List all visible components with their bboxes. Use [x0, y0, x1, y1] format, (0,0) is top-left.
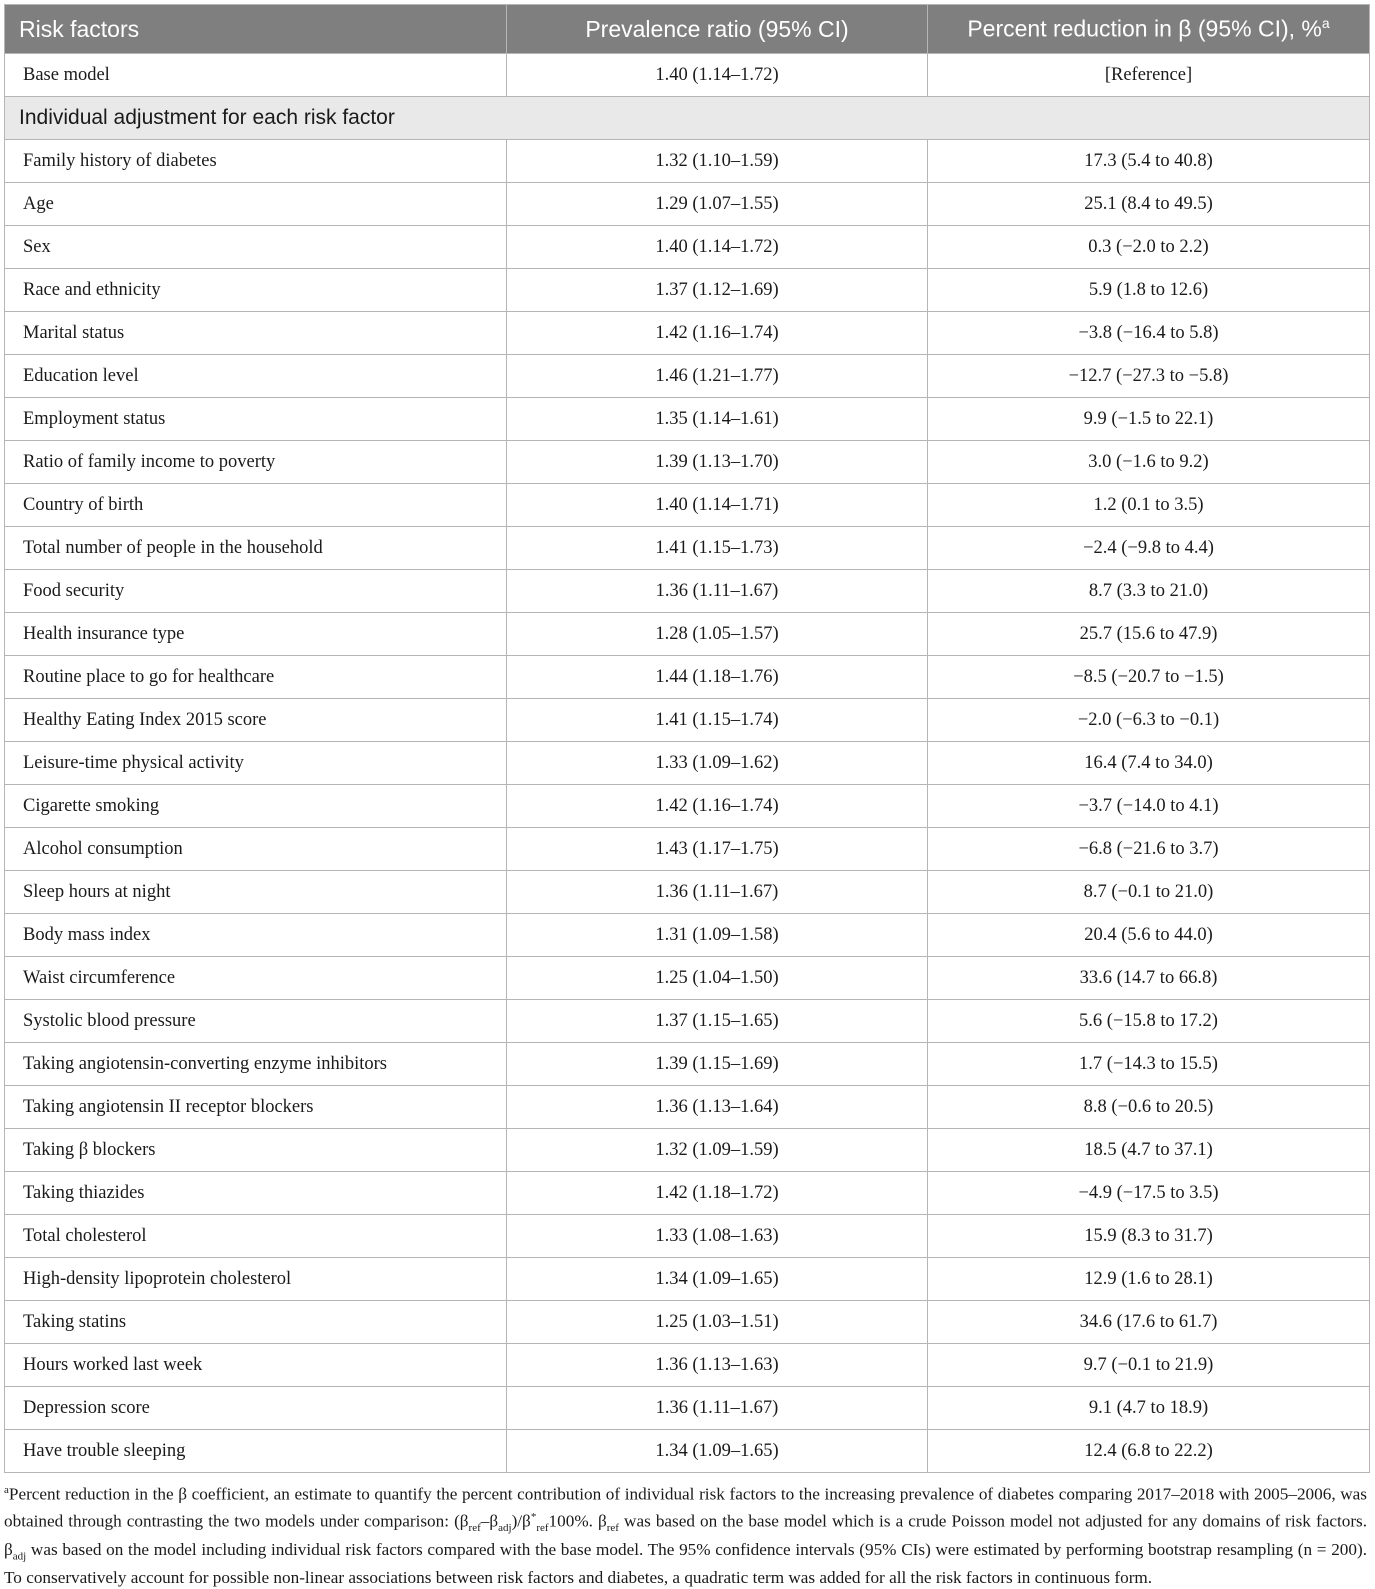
risk-factor-cell: Age: [5, 183, 507, 226]
risk-factor-cell: Marital status: [5, 312, 507, 355]
risk-factor-cell: Waist circumference: [5, 957, 507, 1000]
prevalence-ratio-cell: 1.40 (1.14–1.71): [507, 484, 928, 527]
percent-reduction-cell: 33.6 (14.7 to 66.8): [928, 957, 1370, 1000]
prevalence-ratio-cell: 1.46 (1.21–1.77): [507, 355, 928, 398]
base-model-reduction: [Reference]: [928, 54, 1370, 97]
risk-factor-cell: Sex: [5, 226, 507, 269]
table-row: [5, 828, 1370, 871]
table-row: [5, 1301, 1370, 1344]
table-container: [4, 4, 1369, 1589]
table-row: [5, 1000, 1370, 1043]
table-row: [5, 742, 1370, 785]
percent-reduction-cell: −3.7 (−14.0 to 4.1): [928, 785, 1370, 828]
prevalence-ratio-cell: 1.29 (1.07–1.55): [507, 183, 928, 226]
prevalence-ratio-cell: 1.41 (1.15–1.73): [507, 527, 928, 570]
percent-reduction-cell: 8.8 (−0.6 to 20.5): [928, 1086, 1370, 1129]
footnote-sup-star: *: [530, 1510, 537, 1523]
table-row: [5, 1129, 1370, 1172]
risk-factor-cell: Race and ethnicity: [5, 269, 507, 312]
prevalence-ratio-cell: 1.41 (1.15–1.74): [507, 699, 928, 742]
percent-reduction-cell: −12.7 (−27.3 to −5.8): [928, 355, 1370, 398]
percent-reduction-cell: 25.1 (8.4 to 49.5): [928, 183, 1370, 226]
table-row: [5, 699, 1370, 742]
header-percent-reduction: [928, 5, 1370, 54]
prevalence-ratio-cell: 1.42 (1.16–1.74): [507, 785, 928, 828]
percent-reduction-cell: 3.0 (−1.6 to 9.2): [928, 441, 1370, 484]
footnote-text-3: was based on the base model which is a crude Poisson model not adjusted for any domains of risk factors. β: [4, 1511, 1368, 1559]
prevalence-ratio-cell: 1.34 (1.09–1.65): [507, 1258, 928, 1301]
percent-reduction-cell: −4.9 (−17.5 to 3.5): [928, 1172, 1370, 1215]
prevalence-ratio-cell: 1.25 (1.03–1.51): [507, 1301, 928, 1344]
table-row: [5, 355, 1370, 398]
percent-reduction-cell: 9.9 (−1.5 to 22.1): [928, 398, 1370, 441]
table-row: [5, 1172, 1370, 1215]
risk-factor-cell: Education level: [5, 355, 507, 398]
footnote-mark: a: [4, 1484, 9, 1496]
prevalence-ratio-cell: 1.42 (1.16–1.74): [507, 312, 928, 355]
risk-factor-cell: Ratio of family income to poverty: [5, 441, 507, 484]
percent-reduction-cell: 9.7 (−0.1 to 21.9): [928, 1344, 1370, 1387]
risk-factor-cell: Cigarette smoking: [5, 785, 507, 828]
percent-reduction-cell: −3.8 (−16.4 to 5.8): [928, 312, 1370, 355]
risk-factor-cell: Country of birth: [5, 484, 507, 527]
prevalence-ratio-cell: 1.32 (1.09–1.59): [507, 1129, 928, 1172]
prevalence-ratio-cell: 1.36 (1.13–1.63): [507, 1344, 928, 1387]
risk-factor-cell: Taking statins: [5, 1301, 507, 1344]
footnote-text-2: 100%. β: [548, 1511, 607, 1531]
risk-factor-cell: Employment status: [5, 398, 507, 441]
percent-reduction-cell: 5.6 (−15.8 to 17.2): [928, 1000, 1370, 1043]
percent-reduction-cell: 8.7 (3.3 to 21.0): [928, 570, 1370, 613]
risk-factor-cell: Routine place to go for healthcare: [5, 656, 507, 699]
risk-factor-cell: High-density lipoprotein cholesterol: [5, 1258, 507, 1301]
table-row: [5, 140, 1370, 183]
prevalence-ratio-cell: 1.40 (1.14–1.72): [507, 226, 928, 269]
table-row: [5, 312, 1370, 355]
base-model-factor: Base model: [5, 54, 507, 97]
table-row: [5, 183, 1370, 226]
base-model-row: [5, 54, 1370, 97]
percent-reduction-cell: 1.2 (0.1 to 3.5): [928, 484, 1370, 527]
table-row: [5, 398, 1370, 441]
table-row: [5, 1258, 1370, 1301]
prevalence-ratio-cell: 1.33 (1.08–1.63): [507, 1215, 928, 1258]
base-model-pr: 1.40 (1.14–1.72): [507, 54, 928, 97]
percent-reduction-cell: −6.8 (−21.6 to 3.7): [928, 828, 1370, 871]
risk-factor-cell: Taking β blockers: [5, 1129, 507, 1172]
percent-reduction-cell: 12.9 (1.6 to 28.1): [928, 1258, 1370, 1301]
table-row: [5, 1043, 1370, 1086]
risk-factor-cell: Leisure-time physical activity: [5, 742, 507, 785]
footnote-text-1: Percent reduction in the β coefficient, an estimate to quantify the percent contribution of individual risk factors to the increasing prevalence of diabetes comparing 2017–2018 with 2005–2006, was obtained through contrasting the two models under comparison: (β: [4, 1484, 1367, 1531]
risk-factor-cell: Systolic blood pressure: [5, 1000, 507, 1043]
percent-reduction-cell: −2.4 (−9.8 to 4.4): [928, 527, 1370, 570]
footnote-sub-ref-3: ref: [606, 1521, 619, 1534]
risk-factor-cell: Taking angiotensin-converting enzyme inhibitors: [5, 1043, 507, 1086]
percent-reduction-cell: 0.3 (−2.0 to 2.2): [928, 226, 1370, 269]
table-row: [5, 914, 1370, 957]
prevalence-ratio-cell: 1.43 (1.17–1.75): [507, 828, 928, 871]
footnote-slash-beta: )/β: [511, 1511, 531, 1531]
table-footnote: [4, 1479, 1369, 1589]
percent-reduction-cell: 12.4 (6.8 to 22.2): [928, 1430, 1370, 1473]
risk-factor-cell: Sleep hours at night: [5, 871, 507, 914]
table-row: [5, 613, 1370, 656]
risk-factor-cell: Total number of people in the household: [5, 527, 507, 570]
risk-factor-cell: Depression score: [5, 1387, 507, 1430]
percent-reduction-cell: 15.9 (8.3 to 31.7): [928, 1215, 1370, 1258]
percent-reduction-cell: 9.1 (4.7 to 18.9): [928, 1387, 1370, 1430]
prevalence-ratio-cell: 1.37 (1.15–1.65): [507, 1000, 928, 1043]
table-row: [5, 527, 1370, 570]
table-row: [5, 441, 1370, 484]
risk-factor-cell: Health insurance type: [5, 613, 507, 656]
percent-reduction-cell: 18.5 (4.7 to 37.1): [928, 1129, 1370, 1172]
percent-reduction-cell: 5.9 (1.8 to 12.6): [928, 269, 1370, 312]
prevalence-ratio-cell: 1.36 (1.11–1.67): [507, 871, 928, 914]
table-row: [5, 1086, 1370, 1129]
risk-factor-cell: Taking thiazides: [5, 1172, 507, 1215]
prevalence-ratio-cell: 1.39 (1.15–1.69): [507, 1043, 928, 1086]
header-percent-reduction-label: Percent reduction in β (95% CI), %: [967, 15, 1322, 42]
footnote-text-4: was based on the model including individual risk factors compared with the base model. The 95% confidence intervals (95% CIs) were estimated by performing bootstrap resampling (n = 200). To conservatively account for possible non-linear associations between risk factors and diabetes, a quadratic term was added for all the risk factors in continuous form.: [4, 1539, 1367, 1588]
risk-factor-cell: Body mass index: [5, 914, 507, 957]
table-row: [5, 570, 1370, 613]
risk-factor-cell: Alcohol consumption: [5, 828, 507, 871]
prevalence-ratio-cell: 1.35 (1.14–1.61): [507, 398, 928, 441]
table-row: [5, 1215, 1370, 1258]
section-title: Individual adjustment for each risk factor: [5, 97, 1370, 140]
percent-reduction-cell: 25.7 (15.6 to 47.9): [928, 613, 1370, 656]
prevalence-ratio-cell: 1.37 (1.12–1.69): [507, 269, 928, 312]
percent-reduction-cell: 17.3 (5.4 to 40.8): [928, 140, 1370, 183]
footnote-sub-adj: adj: [498, 1521, 512, 1534]
table-row: [5, 1430, 1370, 1473]
table-row: [5, 871, 1370, 914]
prevalence-ratio-cell: 1.39 (1.13–1.70): [507, 441, 928, 484]
prevalence-ratio-cell: 1.33 (1.09–1.62): [507, 742, 928, 785]
risk-factor-cell: Hours worked last week: [5, 1344, 507, 1387]
footnote-sub-ref-2: ref: [536, 1521, 549, 1534]
risk-factor-cell: Total cholesterol: [5, 1215, 507, 1258]
percent-reduction-cell: 1.7 (−14.3 to 15.5): [928, 1043, 1370, 1086]
table-row: [5, 785, 1370, 828]
risk-factor-cell: Food security: [5, 570, 507, 613]
footnote-sub-ref: ref: [468, 1521, 481, 1534]
risk-factor-cell: Have trouble sleeping: [5, 1430, 507, 1473]
header-footnote-mark: a: [1321, 15, 1330, 32]
prevalence-ratio-cell: 1.28 (1.05–1.57): [507, 613, 928, 656]
percent-reduction-cell: 20.4 (5.6 to 44.0): [928, 914, 1370, 957]
risk-factor-cell: Healthy Eating Index 2015 score: [5, 699, 507, 742]
table-row: [5, 957, 1370, 1000]
percent-reduction-cell: −8.5 (−20.7 to −1.5): [928, 656, 1370, 699]
prevalence-ratio-cell: 1.36 (1.11–1.67): [507, 1387, 928, 1430]
section-row: [5, 97, 1370, 140]
prevalence-ratio-cell: 1.25 (1.04–1.50): [507, 957, 928, 1000]
risk-factor-table: [4, 4, 1370, 1473]
table-row: [5, 1387, 1370, 1430]
footnote-dash: –β: [480, 1511, 499, 1531]
table-row: [5, 484, 1370, 527]
table-row: [5, 656, 1370, 699]
risk-factor-cell: Family history of diabetes: [5, 140, 507, 183]
risk-factor-cell: Taking angiotensin II receptor blockers: [5, 1086, 507, 1129]
prevalence-ratio-cell: 1.32 (1.10–1.59): [507, 140, 928, 183]
percent-reduction-cell: 16.4 (7.4 to 34.0): [928, 742, 1370, 785]
table-row: [5, 226, 1370, 269]
prevalence-ratio-cell: 1.31 (1.09–1.58): [507, 914, 928, 957]
table-row: [5, 1344, 1370, 1387]
prevalence-ratio-cell: 1.42 (1.18–1.72): [507, 1172, 928, 1215]
percent-reduction-cell: 34.6 (17.6 to 61.7): [928, 1301, 1370, 1344]
table-row: [5, 269, 1370, 312]
percent-reduction-cell: −2.0 (−6.3 to −0.1): [928, 699, 1370, 742]
header-risk-factors: Risk factors: [5, 5, 507, 54]
footnote-sub-adj-2: adj: [12, 1550, 27, 1563]
prevalence-ratio-cell: 1.34 (1.09–1.65): [507, 1430, 928, 1473]
header-row: [5, 5, 1370, 54]
header-prevalence-ratio: Prevalence ratio (95% CI): [507, 5, 928, 54]
prevalence-ratio-cell: 1.36 (1.11–1.67): [507, 570, 928, 613]
prevalence-ratio-cell: 1.44 (1.18–1.76): [507, 656, 928, 699]
prevalence-ratio-cell: 1.36 (1.13–1.64): [507, 1086, 928, 1129]
percent-reduction-cell: 8.7 (−0.1 to 21.0): [928, 871, 1370, 914]
